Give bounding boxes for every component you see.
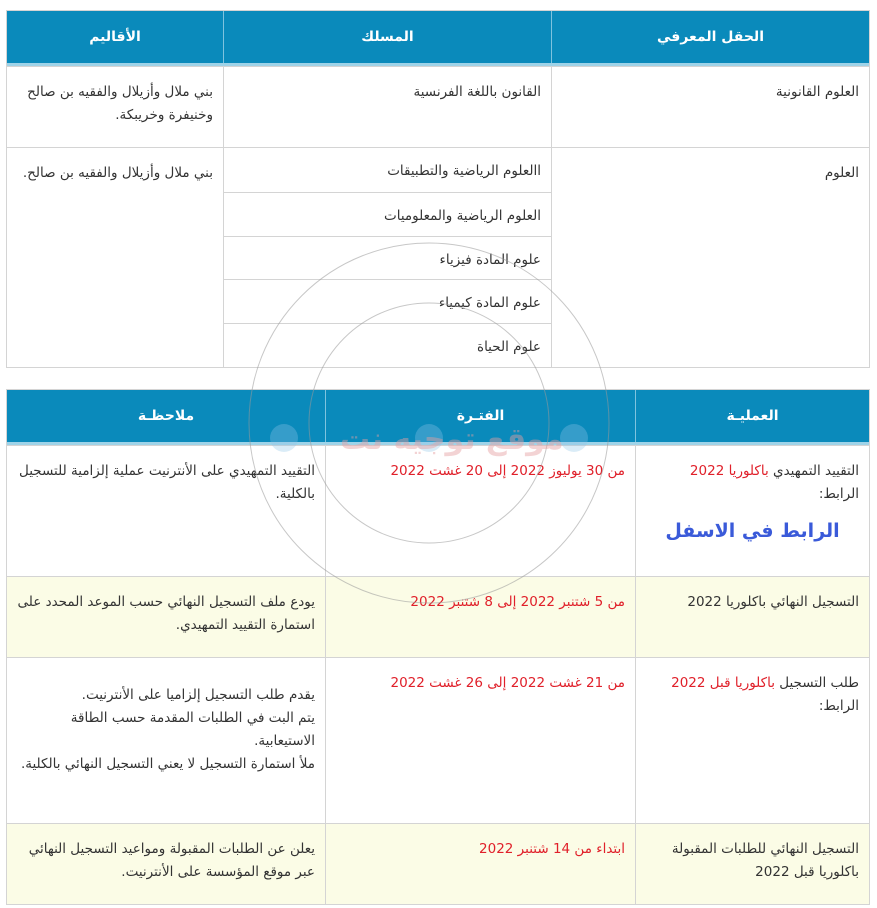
track-list — [223, 148, 551, 367]
link-label: الرابط: — [818, 486, 859, 502]
operation-year: باكلوريا قبل 2022 — [671, 675, 775, 691]
note-line: يقدم طلب التسجيل إلزاميا على الأنترنيت. — [81, 687, 315, 703]
operation-text: التقييد التمهيدي — [768, 463, 859, 479]
link-below[interactable]: الرابط في الاسفل — [665, 520, 840, 542]
operation-year: باكلوريا 2022 — [689, 463, 769, 479]
schedule-table — [6, 389, 870, 905]
period-cell: من 30 يوليوز 2022 إلى 20 غشت 2022 — [325, 446, 635, 576]
period-cell: من 21 غشت 2022 إلى 26 غشت 2022 — [325, 658, 635, 823]
watermark-title: موقع توجيه نت — [340, 422, 564, 457]
period-cell: من 5 شتنبر 2022 إلى 8 شتنبر 2022 — [325, 577, 635, 657]
table-row — [7, 576, 869, 657]
table-row — [7, 823, 869, 904]
header-period: الفتـرة — [325, 390, 635, 442]
track-item: االعلوم الرياضية والتطبيقات — [387, 163, 541, 179]
regions-cell: بني ملال وأزيلال والفقيه بن صالح. — [22, 165, 213, 181]
operation-cell: التسجيل النهائي للطلبات المقبولة باكلوريا قبل 2022 — [635, 824, 869, 904]
operation-cell — [635, 658, 869, 823]
field-cell: العلوم — [551, 148, 869, 367]
operation-text: طلب التسجيل — [774, 675, 859, 691]
note-cell: يعلن عن الطلبات المقبولة ومواعيد التسجيل النهائي عبر موقع المؤسسة على الأنترنيت. — [28, 841, 315, 880]
table-row — [7, 66, 869, 147]
majors-table-header — [7, 11, 869, 66]
track-item: العلوم الرياضية والمعلوميات — [224, 192, 551, 236]
track-cell: القانون باللغة الفرنسية — [223, 67, 551, 147]
operation-cell — [635, 446, 869, 576]
schedule-table-header — [7, 390, 869, 445]
period-cell: ابتداء من 14 شتنبر 2022 — [325, 824, 635, 904]
note-cell: يودع ملف التسجيل النهائي حسب الموعد المحدد على استمارة التقييد التمهيدي. — [17, 594, 315, 633]
header-note: ملاحظـة — [137, 408, 195, 424]
link-label: الرابط: — [818, 698, 859, 714]
operation-cell: التسجيل النهائي باكلوريا 2022 — [635, 577, 869, 657]
note-line: يتم البت في الطلبات المقدمة حسب الطاقة الاستيعابية. — [70, 710, 315, 749]
majors-table — [6, 10, 870, 368]
note-line: ملأ استمارة التسجيل لا يعني التسجيل النهائي بالكلية. — [20, 756, 315, 772]
table-row — [7, 657, 869, 823]
header-field: الحقل المعرفي — [551, 11, 869, 63]
field-cell: العلوم القانونية — [551, 67, 869, 147]
header-operation: العمليـة — [635, 390, 869, 442]
track-item: علوم المادة فيزياء — [224, 236, 551, 280]
header-regions: الأقاليم — [89, 29, 141, 45]
note-cell: التقييد التمهيدي على الأنترنيت عملية إلزامية للتسجيل بالكلية. — [19, 463, 315, 502]
header-track: المسلك — [223, 11, 551, 63]
track-item: علوم المادة كيمياء — [224, 279, 551, 323]
note-cell — [7, 658, 325, 823]
table-row — [7, 147, 869, 367]
table-row — [7, 445, 869, 576]
regions-cell: بني ملال وأزيلال والفقيه بن صالح وخنيفرة وخريبكة. — [27, 84, 213, 123]
track-item: علوم الحياة — [224, 323, 551, 367]
